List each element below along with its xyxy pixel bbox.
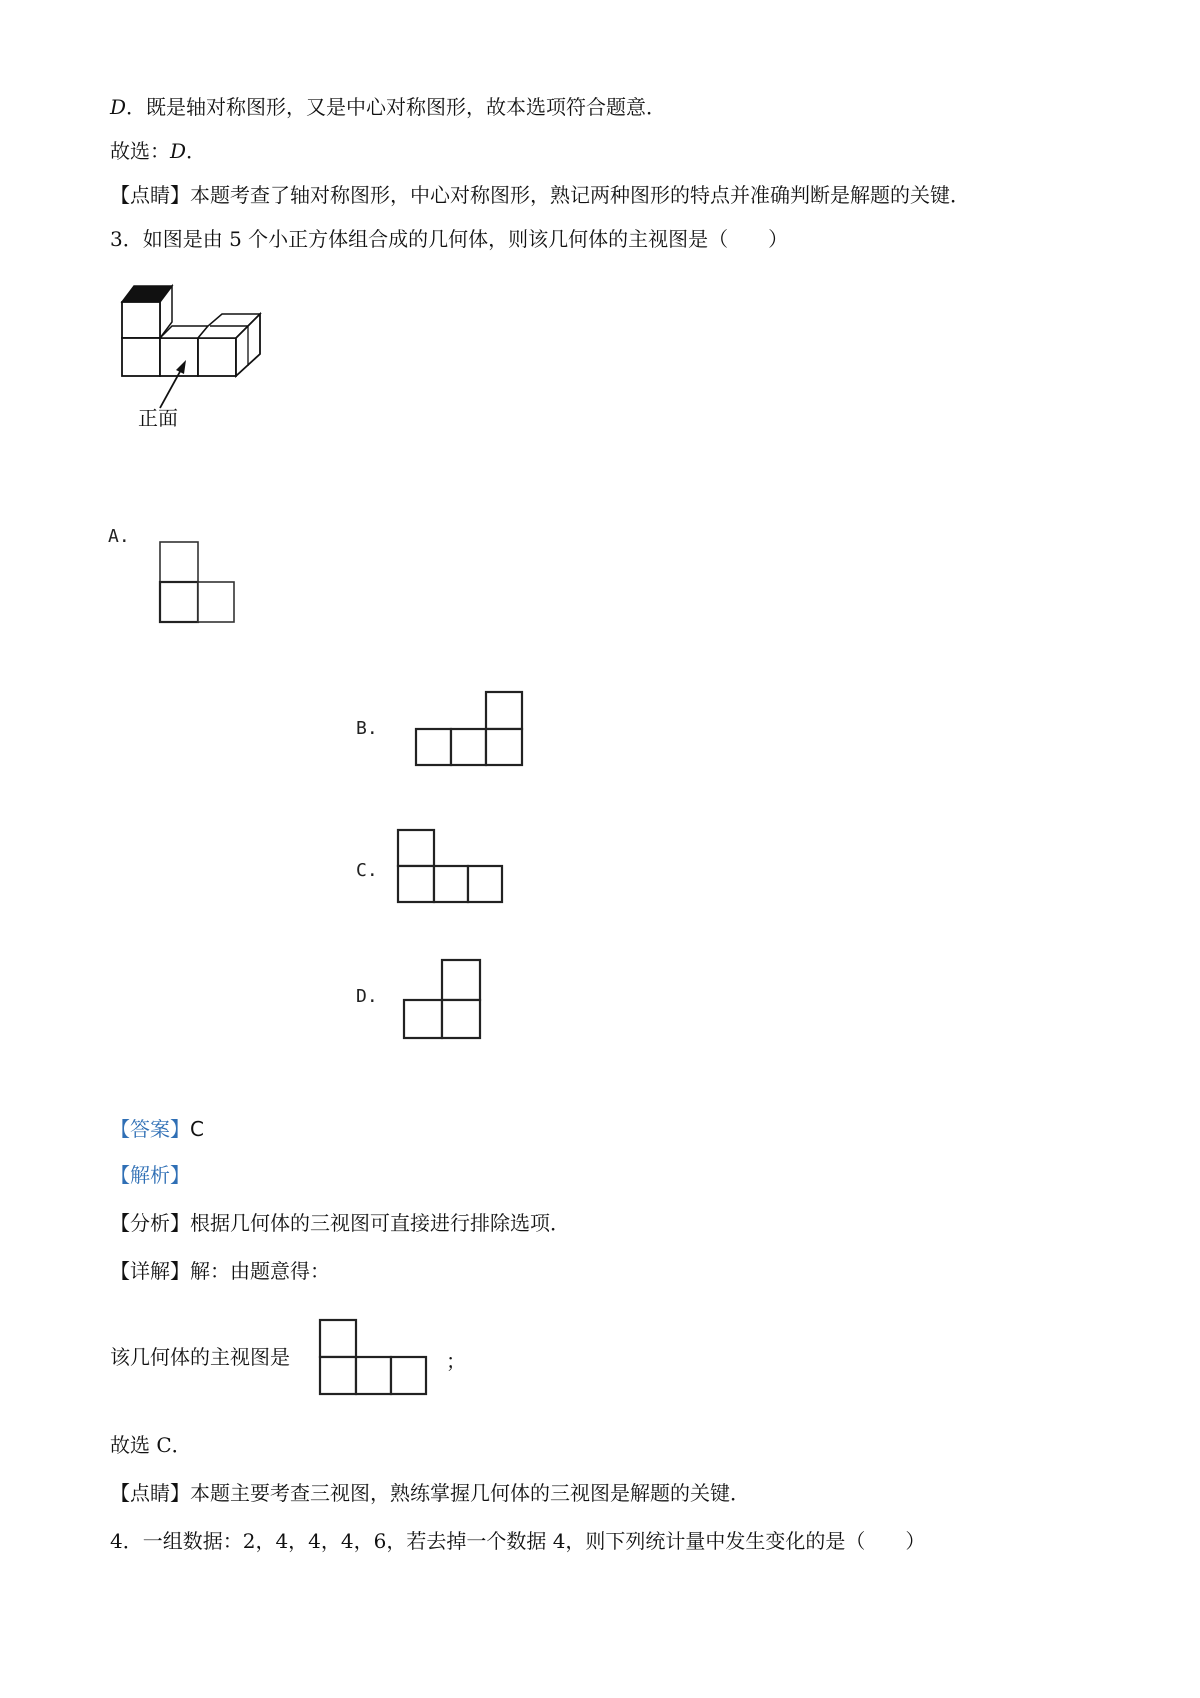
main-view-text: 该几何体的主视图是 <box>110 1345 290 1369</box>
choose-letter: D <box>170 139 187 163</box>
main-view-figure <box>318 1318 430 1398</box>
question-3: 3．如图是由 5 个小正方体组合成的几何体，则该几何体的主视图是（ ） <box>110 227 789 251</box>
answer-line <box>110 1116 204 1142</box>
front-label: 正面 <box>138 406 178 430</box>
choose-suffix: ． <box>186 139 207 163</box>
option-b-label: B. <box>356 718 378 739</box>
d-option-line <box>110 94 666 120</box>
xiangjie-line: 【详解】解：由题意得： <box>110 1259 330 1283</box>
answer-value: C <box>190 1117 204 1141</box>
d-letter: D <box>110 95 127 119</box>
option-a-figure <box>158 540 238 624</box>
option-b-figure <box>414 690 526 768</box>
answer-label: 【答案】 <box>110 1117 190 1141</box>
comment-1: 【点睛】本题考查了轴对称图形，中心对称图形，熟记两种图形的特点并准确判断是解题的关键． <box>110 183 970 207</box>
choose-c-line: 故选 C． <box>110 1433 192 1457</box>
semicolon: ； <box>446 1349 466 1373</box>
option-d-figure <box>402 958 486 1042</box>
option-c-figure <box>396 828 506 906</box>
option-a-label: A. <box>108 526 130 547</box>
analysis-label: 【解析】 <box>110 1163 190 1187</box>
option-c-label: C. <box>356 860 378 881</box>
d-option-text: ．既是轴对称图形，又是中心对称图形，故本选项符合题意． <box>126 95 667 119</box>
choose-prefix: 故选： <box>110 139 170 163</box>
option-d-label: D. <box>356 986 378 1007</box>
comment-2: 【点睛】本题主要考查三视图，熟练掌握几何体的三视图是解题的关键． <box>110 1481 750 1505</box>
fenxi-line: 【分析】根据几何体的三视图可直接进行排除选项． <box>110 1211 570 1235</box>
choose-d-line <box>110 138 206 164</box>
question-4: 4．一组数据：2，4，4，4，6，若去掉一个数据 4，则下列统计量中发生变化的是（ ） <box>110 1529 926 1553</box>
